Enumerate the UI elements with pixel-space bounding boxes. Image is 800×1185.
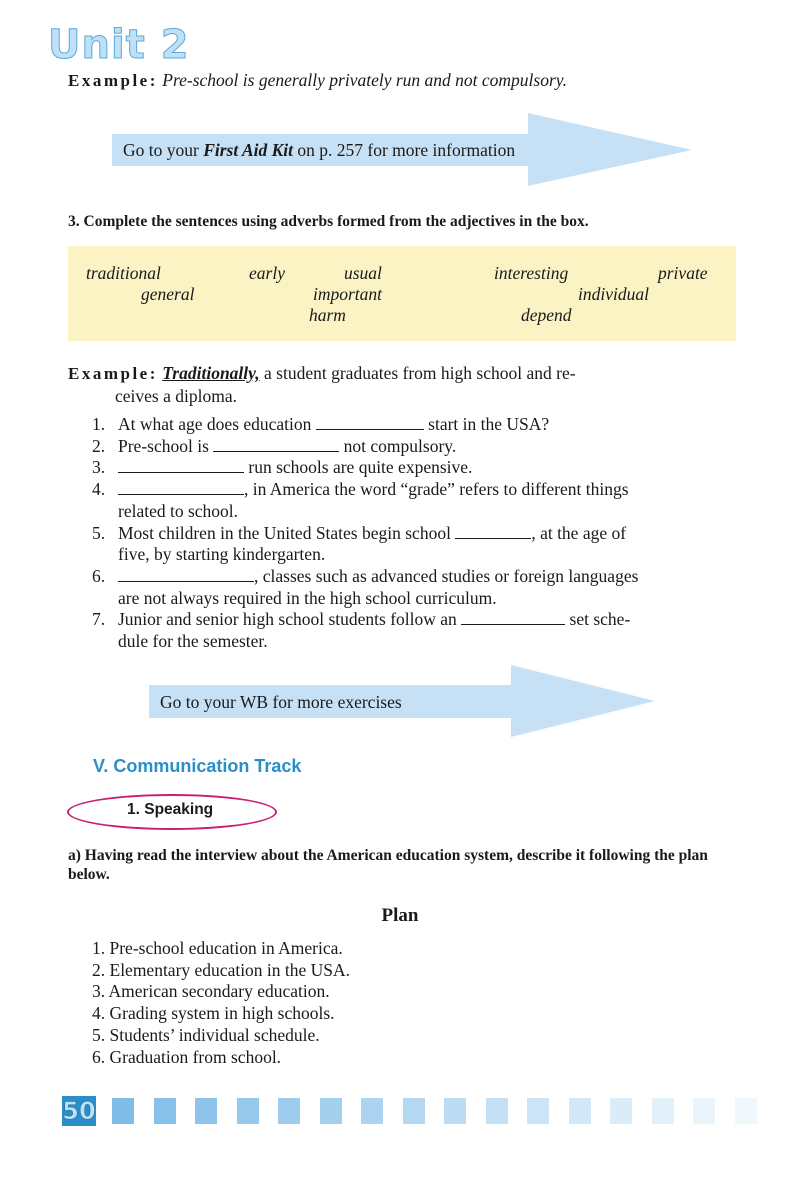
footer-square xyxy=(278,1098,300,1124)
sentence-text: not compulsory. xyxy=(339,435,457,456)
word-item: individual xyxy=(578,284,649,304)
plan-item: 2. Elementary education in the USA. xyxy=(92,959,351,980)
example-2-continuation: ceives a diploma. xyxy=(115,386,237,406)
sentence-text: Junior and senior high school students follow an xyxy=(118,609,462,630)
footer-square xyxy=(693,1098,715,1124)
arrow-1-label xyxy=(123,140,515,161)
arrow-1-suffix: on p. 257 for more information xyxy=(293,140,516,160)
answer-blank[interactable] xyxy=(455,524,531,539)
example-1-text: Pre-school is generally privately run and not compulsory. xyxy=(162,70,567,90)
footer-square xyxy=(735,1098,757,1124)
sentence-text: run schools are quite expensive. xyxy=(244,457,473,478)
sentence-text: set sche- xyxy=(565,609,631,630)
footer-square xyxy=(237,1098,259,1124)
answer-blank[interactable] xyxy=(461,610,565,625)
footer-square xyxy=(486,1098,508,1124)
sentence-text: , in America the word “grade” refers to different things xyxy=(244,479,629,500)
footer-square xyxy=(195,1098,217,1124)
arrow-1-prefix: Go to your xyxy=(123,140,204,160)
plan-item: 4. Grading system in high schools. xyxy=(92,1003,335,1024)
plan-item: 6. Graduation from school. xyxy=(92,1046,282,1067)
sentence-text: Pre-school is xyxy=(118,435,214,456)
example-label: Example: xyxy=(68,71,158,90)
word-item: general xyxy=(141,284,195,304)
word-item: harm xyxy=(309,305,346,325)
sentence-text: start in the USA? xyxy=(423,414,550,434)
answer-blank[interactable] xyxy=(213,437,339,452)
plan-item: 3. American secondary education. xyxy=(92,981,330,1002)
footer-square xyxy=(154,1098,176,1124)
footer-square xyxy=(112,1098,134,1124)
answer-blank[interactable] xyxy=(118,480,244,495)
answer-blank[interactable] xyxy=(118,567,254,582)
list-number: 2. xyxy=(92,435,106,456)
unit-heading: Unit 2 xyxy=(48,22,190,68)
word-item: private xyxy=(658,263,708,283)
word-item: important xyxy=(313,284,383,304)
list-item xyxy=(92,414,742,436)
section-title: V. Communication Track xyxy=(93,756,302,776)
list-item xyxy=(92,479,742,522)
list-number: 7. xyxy=(92,609,106,630)
sentence-text: related to school. xyxy=(118,500,239,521)
list-item xyxy=(92,523,742,566)
footer-square xyxy=(320,1098,342,1124)
word-item: usual xyxy=(344,263,382,283)
first-aid-kit-emphasis: First Aid Kit xyxy=(203,140,294,160)
example-2-text: a student graduates from high school and re- xyxy=(259,363,576,383)
task-a-instruction: a) Having read the interview about the American education system, describe it following the plan below. xyxy=(68,847,708,883)
footer-square xyxy=(527,1098,549,1124)
sentence-text: , at the age of xyxy=(531,522,627,543)
speaking-label: 1. Speaking xyxy=(127,801,214,818)
sentence-text: Most children in the United States begin school xyxy=(118,522,456,543)
list-item xyxy=(92,457,742,479)
footer-square xyxy=(444,1098,466,1124)
example-label: Example: xyxy=(68,364,158,383)
list-number: 3. xyxy=(92,457,106,478)
example-1 xyxy=(68,69,567,92)
plan-title: Plan xyxy=(381,905,419,926)
example-2-answer: Traditionally, xyxy=(162,363,260,383)
plan-list xyxy=(92,938,350,1068)
plan-item: 1. Pre-school education in America. xyxy=(92,938,343,958)
plan-item: 5. Students’ individual schedule. xyxy=(92,1024,320,1045)
word-item: depend xyxy=(521,305,572,325)
list-number: 5. xyxy=(92,522,106,543)
sentence-list xyxy=(92,414,742,653)
sentence-text: five, by starting kindergarten. xyxy=(118,544,326,565)
task-3-instruction: 3. Complete the sentences using adverbs formed from the adjectives in the box. xyxy=(68,213,589,230)
word-item: interesting xyxy=(494,263,569,283)
sentence-text: At what age does education xyxy=(118,414,316,434)
footer-square xyxy=(569,1098,591,1124)
footer-square xyxy=(403,1098,425,1124)
arrow-2-label: Go to your WB for more exercises xyxy=(160,692,402,712)
word-box xyxy=(68,246,736,341)
word-item: early xyxy=(249,263,285,283)
answer-blank[interactable] xyxy=(118,458,244,473)
list-number: 1. xyxy=(92,414,106,434)
example-2 xyxy=(68,362,740,407)
list-number: 6. xyxy=(92,565,106,586)
sentence-text: are not always required in the high school curriculum. xyxy=(118,587,497,608)
footer-square xyxy=(610,1098,632,1124)
footer-square xyxy=(652,1098,674,1124)
word-item: traditional xyxy=(86,263,161,283)
page-number: 50 xyxy=(62,1097,96,1125)
list-item xyxy=(92,436,742,458)
list-number: 4. xyxy=(92,479,106,500)
answer-blank[interactable] xyxy=(316,415,424,430)
footer-square xyxy=(361,1098,383,1124)
sentence-text: , classes such as advanced studies or foreign languages xyxy=(254,565,639,586)
list-item xyxy=(92,609,742,652)
sentence-text: dule for the semester. xyxy=(118,631,268,652)
list-item xyxy=(92,566,742,609)
